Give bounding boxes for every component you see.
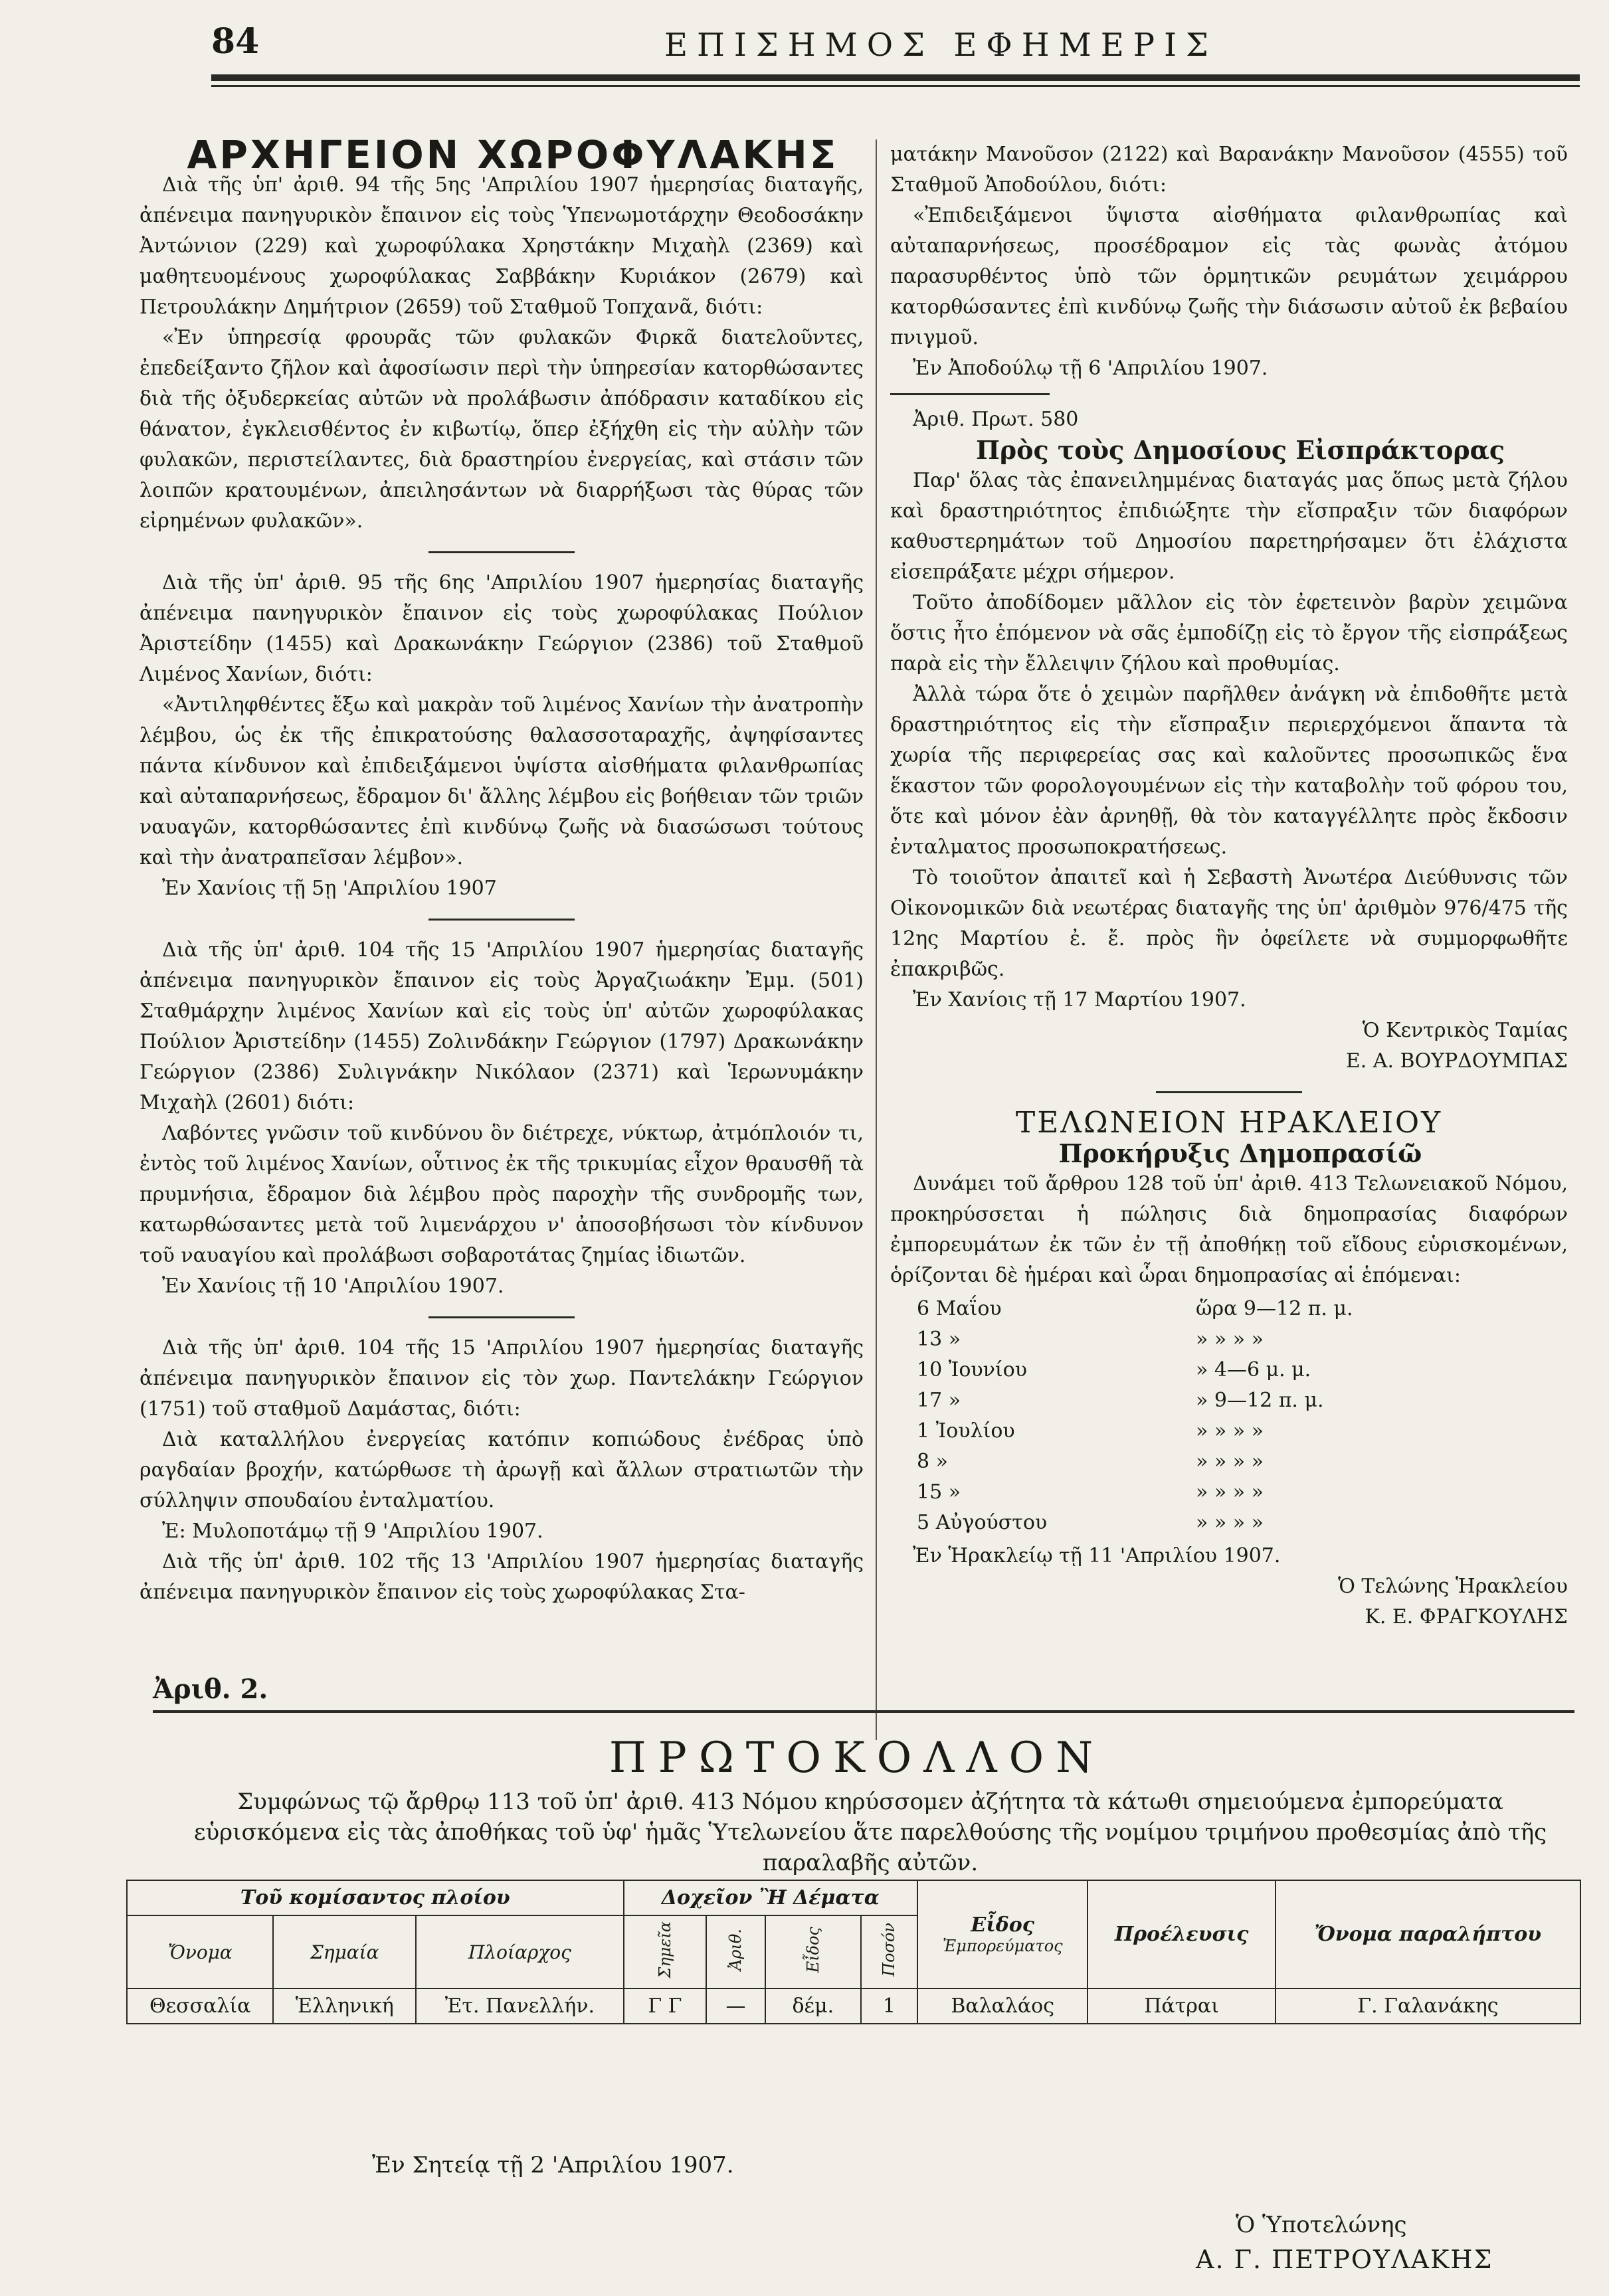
group-header-kind xyxy=(917,1880,1088,1988)
cell-marks: Γ Γ xyxy=(624,1988,707,2024)
group-header-recipient: Ὄνομα παραλήπτου xyxy=(1276,1880,1580,1988)
col-type xyxy=(765,1915,861,1988)
order4-date: Ἐ: Μυλοποτάμῳ τῇ 9 'Απριλίου 1907. xyxy=(162,1520,543,1543)
table-group-header xyxy=(127,1880,1580,1915)
quantity-label: Ποσόν xyxy=(880,1923,899,1977)
group-header-ship: Τοῦ κομίσαντος πλοίου xyxy=(127,1880,624,1915)
circular-number: Ἀριθ. Πρωτ. 580 xyxy=(913,408,1079,431)
schedule-day: 17 » xyxy=(917,1389,961,1412)
auction-schedule xyxy=(917,1294,1568,1538)
marks-label: Σημεῖα xyxy=(655,1921,674,1979)
newspaper-title: ΕΠΙΣΗΜΟΣ ΕΦΗΜΕΡΙΣ xyxy=(664,27,1218,64)
schedule-time: » » » » xyxy=(1196,1328,1264,1351)
type-label: Εἶδος xyxy=(803,1927,822,1973)
divider xyxy=(428,551,575,553)
protocol-sign-role: Ὁ Ὑποτελώνης xyxy=(1236,2212,1407,2238)
schedule-day: 1 Ἰουλίου xyxy=(917,1419,1015,1443)
header-rule xyxy=(211,74,1580,81)
cell-type: δέμ. xyxy=(765,1988,861,2024)
order5-intro: Διὰ τῆς ὑπ' ἀριθ. 102 τῆς 13 'Απριλίου 1907 ἡμερησίας διαταγῆς ἀπένειμα πανηγυρικὸν ἔπαινον εἰς τοὺς χωροφύλακας Στα- xyxy=(140,1550,864,1604)
circular-paragraph-2: Τοῦτο ἀποδίδομεν μᾶλλον εἰς τὸν ἐφετεινὸν βαρὺν χειμῶνα ὅστις ἦτο ἑπόμενον νὰ σᾶς ἐμποδίζῃ εἰς τὸ ἔργον τῆς εἰσπράξεως παρὰ εἰς τὴν ἔλλειψιν ζήλου καὶ προθυμίας. xyxy=(890,591,1568,675)
schedule-day: 6 Μαΐου xyxy=(917,1297,1002,1320)
schedule-time: » » » » xyxy=(1196,1480,1264,1504)
cell-captain: Ἐτ. Πανελλήν. xyxy=(416,1988,623,2024)
divider xyxy=(428,919,575,921)
schedule-row xyxy=(917,1355,1568,1385)
schedule-row xyxy=(917,1447,1568,1477)
order4-intro: Διὰ τῆς ὑπ' ἀριθ. 104 τῆς 15 'Απριλίου 1907 ἡμερησίας διαταγῆς ἀπένειμα πανηγυρικὸν ἔπαινον εἰς τὸν χωρ. Παντελάκην Γεώργιον (1751) τοῦ σταθμοῦ Δαμάστας, διότι: xyxy=(140,1336,864,1421)
schedule-time: » » » » xyxy=(1196,1419,1264,1443)
continuation-quote: «Ἐπιδειξάμενοι ὕψιστα αἰσθήματα φιλανθρωπίας καὶ αὐταπαρνήσεως, προσέδραμον εἰς τὰς φωνὰς ἀτόμου παρασυρθέντος ὑπὸ τῶν ὁρμητικῶν ρευμάτων χειμάρρου κατορθώσαντες ἐπὶ κινδύνῳ ζωῆς τὴν διάσωσιν αὐτοῦ ἐκ βεβαίου πνιγμοῦ. xyxy=(890,204,1568,349)
customs-sign-role: Ὁ Τελώνης Ἡρακλείου xyxy=(1338,1575,1568,1598)
cell-recipient: Γ. Γαλανάκης xyxy=(1276,1988,1580,2024)
protocol-title: ΠΡΩΤΟΚΟΛΛΟΝ xyxy=(609,1733,1105,1783)
schedule-time: » 4—6 μ. μ. xyxy=(1196,1358,1311,1381)
divider xyxy=(890,393,1050,395)
schedule-day: 5 Αὐγούστου xyxy=(917,1511,1048,1534)
order1-quote: «Ἐν ὑπηρεσίᾳ φρουρᾶς τῶν φυλακῶν Φιρκᾶ διατελοῦντες, ἐπεδείξαντο ζῆλον καὶ ἀφοσίωσιν περὶ τὴν ὑπηρεσίαν κατορθώσαντες διὰ τῆς ὀξυδερκείας αὐτῶν νὰ προλάβωσιν ἀπόδρασιν καταδίκου εἰς θάνατον, ἐγκλεισθέντος ἐν κιβωτίῳ, ὅπερ ἐξήχθη εἰς τὴν αὐλὴν τῶν φυλακῶν, περιστείλαντες, διὰ δραστηρίου ἐνεργείας, καὶ στάσιν τῶν λοιπῶν κρατουμένων, ἀπειλησάντων νὰ διαρρήξωσι τὰς θύρας τῶν εἰρημένων φυλακῶν». xyxy=(140,326,864,533)
cell-number: — xyxy=(706,1988,765,2024)
protocol-date: Ἐν Σητείᾳ τῇ 2 'Απριλίου 1907. xyxy=(372,2152,734,2178)
goods-table xyxy=(126,1880,1581,2024)
col-quantity xyxy=(861,1915,917,1988)
cell-ship-name: Θεσσαλία xyxy=(127,1988,273,2024)
cell-origin: Πάτραι xyxy=(1088,1988,1276,2024)
schedule-day: 8 » xyxy=(917,1450,948,1473)
customs-date: Ἐν Ἡρακλείῳ τῇ 11 'Απριλίου 1907. xyxy=(913,1544,1281,1567)
col-marks xyxy=(624,1915,707,1988)
schedule-row xyxy=(917,1416,1568,1447)
section-title: ΑΡΧΗΓΕΙΟΝ ΧΩΡΟΦΥΛΑΚΗΣ xyxy=(187,132,839,177)
circular-title: Πρὸς τοὺς Δημοσίους Εἰσπράκτορας xyxy=(975,435,1505,465)
schedule-row xyxy=(917,1324,1568,1355)
schedule-row xyxy=(917,1508,1568,1538)
order2-intro: Διὰ τῆς ὑπ' ἀριθ. 95 τῆς 6ης 'Απριλίου 1907 ἡμερησίας διαταγῆς ἀπένειμα πανηγυρικὸν ἔπαινον εἰς τοὺς χωροφύλακας Πούλιον Ἀριστείδην (1455) καὶ Δρακωνάκην Γεώργιον (2386) τοῦ Σταθμοῦ Λιμένος Χανίων, διότι: xyxy=(140,571,864,686)
col-number xyxy=(706,1915,765,1988)
column-divider xyxy=(876,139,877,1740)
document-number: Ἀριθ. 2. xyxy=(153,1674,268,1705)
continuation-date: Ἐν Ἀποδούλῳ τῇ 6 'Απριλίου 1907. xyxy=(913,357,1268,380)
footer-rule xyxy=(153,1710,1574,1713)
kind-label: Εἶδος xyxy=(971,1913,1034,1937)
schedule-row xyxy=(917,1294,1568,1324)
order2-quote: «Ἀντιληφθέντες ἔξω καὶ μακρὰν τοῦ λιμένος Χανίων τὴν ἀνατροπὴν λέμβου, ὡς ἐκ τῆς ἐπικρατούσης θαλασσοταραχῆς, ἀψηφίσαντες πάντα κίνδυνον καὶ ἐπιδειξάμενοι ὑψίστα αἰσθήματα φιλανθρωπίας καὶ αὐταπαρνήσεως, ἔδραμον δι' ἄλλης λέμβου εἰς βοήθειαν τῶν τριῶν ναυαγῶν, κατορθώσαντες ἐπὶ κινδύνῳ ζωῆς νὰ διασώσωσι τούτους καὶ τὴν ἀνατραπεῖσαν λέμβον». xyxy=(140,693,864,869)
order3-body: Λαβόντες γνῶσιν τοῦ κινδύνου ὃν διέτρεχε, νύκτωρ, ἀτμόπλοιόν τι, ἐντὸς τοῦ λιμένος Χανίων, οὗτινος ἐκ τῆς τρικυμίας εἶχον θραυσθῆ τὰ πρυμνήσια, ἔδραμον διὰ λέμβου πρὸς παροχὴν τῆς συνδρομῆς των, κατωρθώσαντες μετὰ τοῦ λιμενάρχου ν' ἀποσοβήσωσι τὸν κίνδυνον τοῦ ναυαγίου καὶ προλάβωσι σοβαροτάτας ζημίας ἰδιωτῶν. xyxy=(140,1122,864,1267)
schedule-time: » » » » xyxy=(1196,1511,1264,1534)
order4-body: Διὰ καταλλήλου ἐνεργείας κατόπιν κοπιώδους ἐνέδρας ὑπὸ ραγδαίαν βροχήν, κατώρθωσε τὴ ἀρωγῇ καὶ ἄλλων στρατιωτῶν τὴν σύλληψιν σπουδαίου ἐνταλματίου. xyxy=(140,1428,864,1512)
group-header-containers: Δοχεῖον Ἢ Δέματα xyxy=(624,1880,917,1915)
col-name: Ὄνομα xyxy=(127,1915,273,1988)
kind-sublabel: Ἐμπορεύματος xyxy=(942,1937,1063,1956)
cell-quantity: 1 xyxy=(861,1988,917,2024)
circular-paragraph-1: Παρ' ὅλας τὰς ἐπανειλημμένας διαταγάς μας ὅπως μετὰ ζήλου καὶ δραστηριότητος ἐπιδιώξητε τὴν εἴσπραξιν τῶν διαφόρων καθυστερημάτων τοῦ Δημοσίου παρετηρήσαμεν ὅτι ἐλάχιστα εἰσεπράξατε μέχρι σήμερον. xyxy=(890,469,1568,584)
cell-goods: Βαλαλάος xyxy=(917,1988,1088,2024)
customs-paragraph: Δυνάμει τοῦ ἄρθρου 128 τοῦ ὑπ' ἀριθ. 413 Τελωνειακοῦ Νόμου, προκηρύσσεται ἡ πώλησις διὰ δημοπρασίας διαφόρων ἐμπορευμάτων ἐκ τῶν ἐν τῇ ἀποθήκῃ τοῦ εἴδους εὑρισκομένων, ὁρίζονται δὲ ἡμέραι καὶ ὧραι δημοπρασίας αἱ ἑπόμεναι: xyxy=(890,1172,1568,1287)
order1-intro: Διὰ τῆς ὑπ' ἀριθ. 94 τῆς 5ης 'Απριλίου 1907 ἡμερησίας διαταγῆς, ἀπένειμα πανηγυρικὸν ἔπαινον εἰς τοὺς Ὑπενωμοτάρχην Θεοδοσάκην Ἀντώνιον (229) καὶ χωροφύλακα Χρηστάκην Μιχαὴλ (2369) καὶ μαθητευομένους χωροφύλακας Σαββάκην Κυριάκον (2679) καὶ Πετρουλάκην Δημήτριον (2659) τοῦ Σταθμοῦ Τοπχανᾶ, διότι: xyxy=(140,173,864,319)
schedule-row xyxy=(917,1385,1568,1416)
left-column xyxy=(140,132,864,1608)
customs-subtitle: Προκήρυξις Δημοπρασίῶ xyxy=(1058,1138,1422,1168)
col-flag: Σημαία xyxy=(273,1915,416,1988)
page-number: 84 xyxy=(211,21,260,62)
divider xyxy=(428,1316,575,1318)
schedule-time: ὥρα 9—12 π. μ. xyxy=(1196,1297,1353,1320)
protocol-text: Συμφώνως τῷ ἄρθρῳ 113 τοῦ ὑπ' ἀριθ. 413 Νόμου κηρύσσομεν ἀζήτητα τὰ κάτωθι σημειούμενα ἐμπορεύματα εὑρισκόμενα εἰς τὰς ἀποθήκας τοῦ ὑφ' ἡμᾶς Ὑτελωνείου ἅτε παρελθούσης τῆς νομίμου τριμήνου προθεσμίας ἀπὸ τῆς παραλαβῆς αὐτῶν. xyxy=(193,1789,1547,1876)
schedule-day: 13 » xyxy=(917,1328,961,1351)
circular-sign-role: Ὁ Κεντρικὸς Ταμίας xyxy=(1362,1019,1568,1042)
order3-date: Ἐν Χανίοις τῇ 10 'Απριλίου 1907. xyxy=(162,1275,504,1298)
circular-date: Ἐν Χανίοις τῇ 17 Μαρτίου 1907. xyxy=(913,988,1246,1012)
col-captain: Πλοίαρχος xyxy=(416,1915,623,1988)
customs-sign-name: Κ. Ε. ΦΡΑΓΚΟΥΛΗΣ xyxy=(1365,1605,1568,1629)
divider xyxy=(1156,1091,1302,1093)
order3-intro: Διὰ τῆς ὑπ' ἀριθ. 104 τῆς 15 'Απριλίου 1907 ἡμερησίας διαταγῆς ἀπένειμα πανηγυρικὸν ἔπαινον εἰς τοὺς Ἀργαζιωάκην Ἐμμ. (501) Σταθμάρχην λιμένος Χανίων καὶ εἰς τοὺς ὑπ' αὐτῶν χωροφύλακας Πούλιον Ἀριστείδην (1455) Ζολινδάκην Γεώργιον (1797) Δρακωνάκην Γεώργιον (2386) Συλιγνάκην Νικόλαον (2371) καὶ Ἱερωνυμάκην Μιχαὴλ (2601) διότι: xyxy=(140,938,864,1114)
continuation-text: ματάκην Μανοῦσον (2122) καὶ Βαρανάκην Μανοῦσον (4555) τοῦ Σταθμοῦ Ἀποδούλου, διότι: xyxy=(890,143,1568,197)
cell-flag: Ἑλληνική xyxy=(273,1988,416,2024)
table-row xyxy=(127,1988,1580,2024)
schedule-day: 15 » xyxy=(917,1480,961,1504)
protocol-sign-name: Α. Γ. ΠΕΤΡΟΥΛΑΚΗΣ xyxy=(1196,2245,1493,2274)
schedule-day: 10 Ἰουνίου xyxy=(917,1358,1027,1381)
schedule-row xyxy=(917,1477,1568,1508)
group-header-origin: Προέλευσις xyxy=(1088,1880,1276,1988)
schedule-time: » » » » xyxy=(1196,1450,1264,1473)
right-column xyxy=(890,139,1568,1633)
schedule-time: » 9—12 π. μ. xyxy=(1196,1389,1324,1412)
order2-date: Ἐν Χανίοις τῇ 5ῃ 'Απριλίου 1907 xyxy=(162,877,497,900)
customs-title: ΤΕΛΩΝΕΙΟΝ ΗΡΑΚΛΕΙΟΥ xyxy=(1015,1106,1443,1140)
circular-paragraph-4: Τὸ τοιοῦτον ἀπαιτεῖ καὶ ἡ Σεβαστὴ Ἀνωτέρα Διεύθυνσις τῶν Οἰκονομικῶν διὰ νεωτέρας διαταγῆς της ὑπ' ἀριθμὸν 976/475 τῆς 12ης Μαρτίου ἐ. ἔ. πρὸς ἣν ὀφείλετε νὰ συμμορφωθῆτε ἐπακριβῶς. xyxy=(890,866,1568,981)
header-rule-thin xyxy=(211,85,1580,87)
circular-sign-name: Ε. Α. ΒΟΥΡΔΟΥΜΠΑΣ xyxy=(1345,1049,1568,1073)
circular-paragraph-3: Ἀλλὰ τώρα ὅτε ὁ χειμὼν παρῆλθεν ἀνάγκη νὰ ἐπιδοθῆτε μετὰ δραστηριότητος εἰς τὴν εἴσπραξιν περιερχόμενοι ἅπαντα τὰ χωρία τῆς περιφερείας σας καὶ καλοῦντες προσωπικῶς ἕνα ἕκαστον τῶν φορολογουμένων εἰς τὴν καταβολὴν τοῦ φόρου του, ὅτε καὶ μόνον ἐὰν ἀρνηθῇ, θὰ τὸν καταγγέλλητε πρὸς ἔκδοσιν ἐνταλματος προσωποκρατήσεως. xyxy=(890,683,1568,859)
number-label: Ἀριθ. xyxy=(726,1929,745,1971)
